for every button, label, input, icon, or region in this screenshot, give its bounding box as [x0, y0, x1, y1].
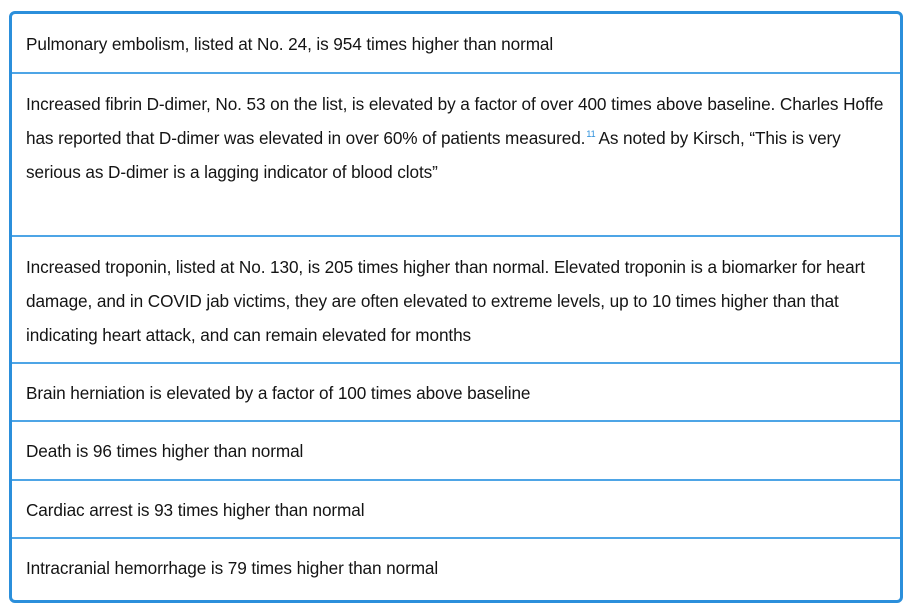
row-text: Brain herniation is elevated by a factor of 100 times above baseline — [26, 383, 531, 403]
row-text: Cardiac arrest is 93 times higher than normal — [26, 500, 365, 520]
row-text-continued: As noted by Kirsch, “This is very serious as D-dimer is a lagging indicator of blood clots” — [26, 128, 841, 182]
citation-link[interactable]: 11 — [586, 129, 596, 140]
table-row — [12, 422, 900, 481]
table-row — [12, 237, 900, 364]
row-text: Increased troponin, listed at No. 130, is 205 times higher than normal. Elevated troponin is a biomarker for heart damage, and in COVID jab victims, they are often elevated to extreme levels, up to 10 times higher than that indicating heart attack, and can remain elevated for months — [26, 257, 865, 345]
row-text: Intracranial hemorrhage is 79 times higher than normal — [26, 558, 439, 578]
table-row — [12, 364, 900, 422]
row-text: Death is 96 times higher than normal — [26, 441, 304, 461]
table-row — [12, 481, 900, 539]
table-row — [12, 539, 900, 600]
table-row — [12, 74, 900, 237]
table-row — [12, 14, 900, 74]
row-text: Pulmonary embolism, listed at No. 24, is 954 times higher than normal — [26, 34, 554, 54]
findings-table — [9, 11, 903, 603]
row-text: Increased fibrin D-dimer, No. 53 on the list, is elevated by a factor of over 400 times above baseline. Charles Hoffe has reported that D-dimer was elevated in over 60% of patients measured. — [26, 94, 884, 148]
